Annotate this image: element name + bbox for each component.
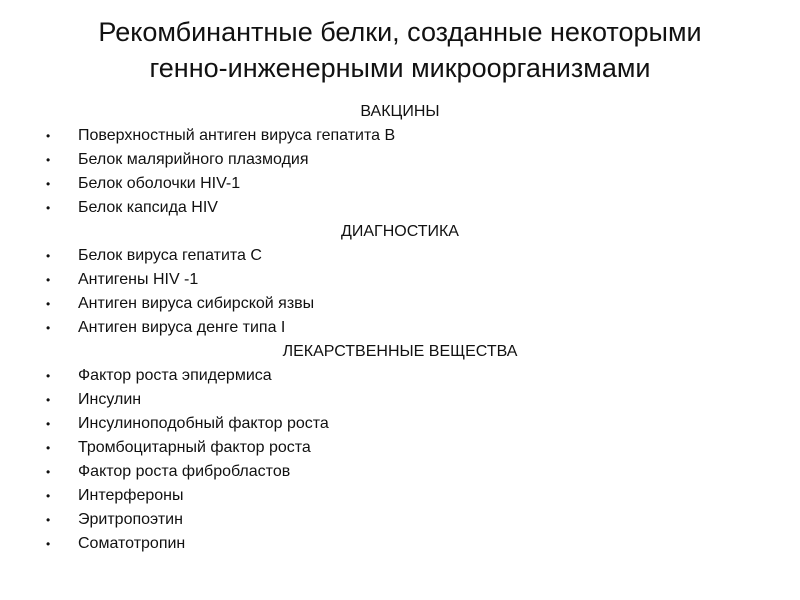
list-item — [0, 484, 800, 508]
list-item-text: Белок вируса гепатита С — [78, 247, 262, 264]
list-item — [0, 364, 800, 388]
list-item-text: Поверхностный антиген вируса гепатита В — [78, 127, 396, 144]
bullet-icon: • — [46, 369, 51, 383]
bullet-icon: • — [46, 177, 51, 191]
section-heading-vaccines: ВАКЦИНЫ — [360, 103, 440, 120]
title-line-1: Рекомбинантные белки, созданные некоторыми — [98, 17, 702, 47]
list-item-text: Эритропоэтин — [78, 511, 183, 528]
list-item-text: Соматотропин — [78, 535, 186, 552]
list-item — [0, 244, 800, 268]
bullet-icon: • — [46, 249, 51, 263]
list-item — [0, 148, 800, 172]
list-item-text: Белок малярийного плазмодия — [78, 151, 309, 168]
list-item — [0, 124, 800, 148]
list-item-text: Инсулиноподобный фактор роста — [78, 415, 329, 432]
section-heading-diagnostics: ДИАГНОСТИКА — [341, 223, 459, 240]
bullet-icon: • — [46, 297, 51, 311]
bullet-icon: • — [46, 393, 51, 407]
list-item-text: Инсулин — [78, 391, 142, 408]
list-item-text: Антиген вируса денге типа I — [78, 319, 286, 336]
list-item — [0, 268, 800, 292]
bullet-icon: • — [46, 465, 51, 479]
title-line-2: генно-инженерными микроорганизмами — [149, 53, 651, 83]
bullet-icon: • — [46, 537, 51, 551]
list-item — [0, 172, 800, 196]
list-item-text: Тромбоцитарный фактор роста — [78, 439, 311, 456]
list-item — [0, 388, 800, 412]
bullet-icon: • — [46, 417, 51, 431]
bullet-icon: • — [46, 321, 51, 335]
list-item-text: Белок капсида HIV — [78, 199, 218, 216]
bullet-icon: • — [46, 129, 51, 143]
list-item — [0, 412, 800, 436]
slide-title — [40, 14, 760, 86]
diagnostics-list — [0, 244, 800, 340]
drugs-list — [0, 364, 800, 556]
list-item — [0, 316, 800, 340]
list-item — [0, 196, 800, 220]
list-item — [0, 460, 800, 484]
vaccines-list — [0, 124, 800, 220]
list-item — [0, 436, 800, 460]
list-item-text: Фактор роста фибробластов — [78, 463, 291, 480]
list-item-text: Интерфероны — [78, 487, 184, 504]
bullet-icon: • — [46, 489, 51, 503]
list-item — [0, 532, 800, 556]
bullet-icon: • — [46, 513, 51, 527]
list-item-text: Антиген вируса сибирской язвы — [78, 295, 315, 312]
list-item-text: Белок оболочки HIV-1 — [78, 175, 241, 192]
list-item-text: Антигены HIV -1 — [78, 271, 199, 288]
slide-content — [0, 100, 800, 556]
list-item-text: Фактор роста эпидермиса — [78, 367, 272, 384]
list-item — [0, 292, 800, 316]
section-heading-drugs: ЛЕКАРСТВЕННЫЕ ВЕЩЕСТВА — [282, 343, 518, 360]
bullet-icon: • — [46, 441, 51, 455]
list-item — [0, 508, 800, 532]
bullet-icon: • — [46, 273, 51, 287]
bullet-icon: • — [46, 201, 51, 215]
bullet-icon: • — [46, 153, 51, 167]
